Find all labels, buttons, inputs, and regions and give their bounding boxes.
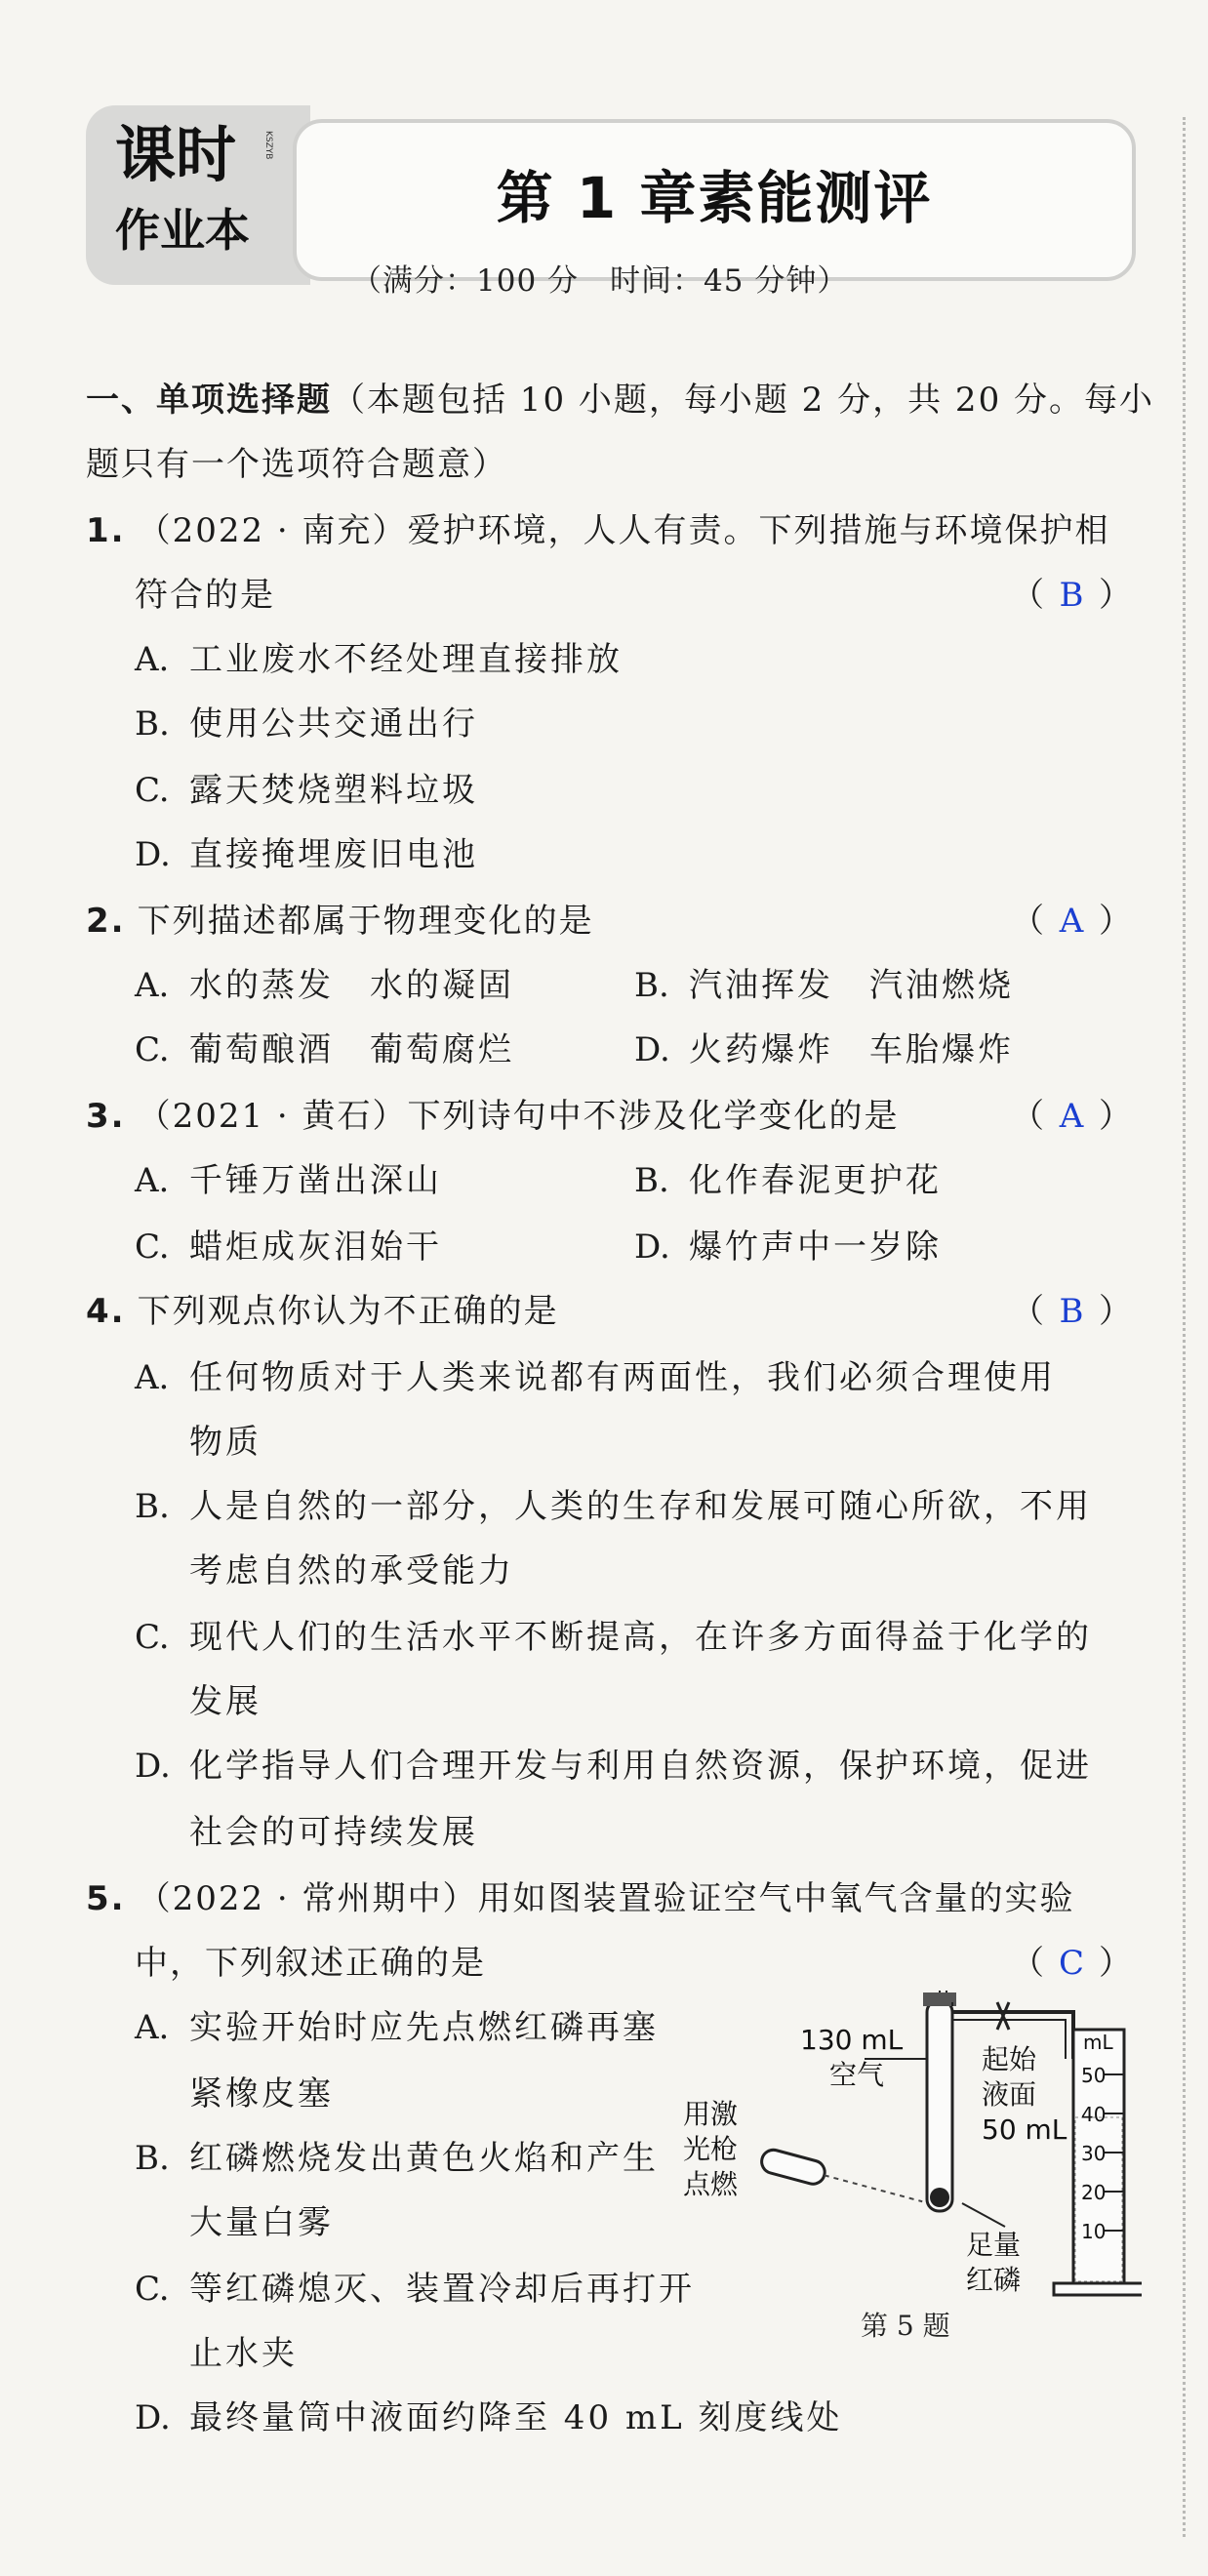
laser-gun [759,2148,925,2213]
phosphorus-label-1: 足量 [966,2229,1022,2261]
homework-badge [86,105,310,285]
margin-dotted-line [1183,117,1186,2537]
start-level-label-1: 起始 [982,2043,1037,2075]
option: A. 水的蒸发 水的凝固 [135,966,514,1005]
answer-letter: B [1059,1292,1084,1331]
score-time-info: （满分：100 分 时间：45 分钟） [351,263,849,299]
question-number: 5. [86,1879,126,1918]
section-desc-cont: 题只有一个选项符合题意） [86,445,507,484]
option: B. 红磷燃烧发出黄色火焰和产生 [135,2139,659,2178]
option: D. 火药爆炸 车胎爆炸 [634,1030,1014,1069]
tick-label: 40 [1081,2103,1107,2126]
page-title: 第 1 章素能测评 [496,165,933,231]
start-level-label-2: 液面 [982,2078,1037,2111]
apparatus-diagram [683,1991,1142,2303]
question-5 [86,1877,1075,1920]
option-cont: 社会的可持续发展 [189,1813,478,1852]
answer-2: （ A ） [1011,902,1132,941]
question-stem: 下列观点你认为不正确的是 [137,1292,559,1331]
option: C. 等红磷熄灭、装置冷却后再打开 [135,2270,695,2309]
option: B. 人是自然的一部分，人类的生存和发展可随心所欲，不用 [135,1487,1092,1526]
question-2 [86,900,594,943]
laser-label-2: 光枪 [683,2133,739,2165]
section-title: 一、单项选择题 [86,381,332,420]
air-volume-label: 130 mL [800,2024,904,2056]
laser-label-3: 点燃 [683,2168,739,2200]
answer-letter: A [1059,1097,1084,1136]
question-stem: （2022 · 常州期中）用如图装置验证空气中氧气含量的实验 [137,1879,1075,1918]
option: B. 汽油挥发 汽油燃烧 [634,966,1014,1005]
answer-3: （ A ） [1011,1097,1132,1136]
figure-caption: 第 5 题 [861,2310,950,2342]
tick-label: 10 [1081,2220,1107,2243]
question-stem: 下列描述都属于物理变化的是 [137,902,594,941]
option: B. 化作春泥更护花 [634,1161,942,1200]
water-clamp [997,2002,1009,2030]
answer-letter: A [1059,902,1084,941]
option: A. 工业废水不经处理直接排放 [135,640,623,679]
cylinder-unit: mL [1083,2031,1113,2054]
option: C. 葡萄酿酒 葡萄腐烂 [135,1030,514,1069]
section-desc: （本题包括 10 小题，每小题 2 分，共 20 分。每小 [332,381,1155,420]
option-cont: 紧橡皮塞 [189,2074,334,2113]
option: D. 直接掩埋废旧电池 [135,835,478,874]
question-4 [86,1290,559,1333]
section-heading [86,379,1154,422]
answer-letter: C [1058,1944,1084,1983]
option: C. 现代人们的生活水平不断提高，在许多方面得益于化学的 [135,1618,1092,1657]
rubber-stopper [923,1992,956,2006]
question-stem: （2021 · 黄石）下列诗句中不涉及化学变化的是 [137,1097,900,1136]
question-number: 1. [86,511,126,550]
badge-main-text: 课时 [115,119,237,190]
answer-4: （ B ） [1011,1292,1132,1331]
question-1-stem-cont: 符合的是 [135,576,275,615]
option: D. 最终量筒中液面约降至 40 mL 刻度线处 [135,2398,843,2437]
air-label: 空气 [829,2059,885,2091]
option: D. 化学指导人们合理开发与利用自然资源，保护环境，促进 [135,1747,1092,1786]
option: A. 任何物质对于人类来说都有两面性，我们必须合理使用 [135,1358,1056,1397]
option-cont: 考虑自然的承受能力 [189,1551,514,1590]
reaction-tube [927,2000,952,2211]
option-cont: 发展 [189,1682,262,1721]
laser-label-1: 用激 [683,2098,739,2130]
question-1 [86,509,1110,552]
phosphorus-label-2: 红磷 [966,2264,1022,2296]
question-stem: （2022 · 南充）爱护环境，人人有责。下列措施与环境保护相 [137,511,1110,550]
question-number: 3. [86,1097,126,1136]
question-3 [86,1095,900,1138]
start-volume-label: 50 mL [982,2113,1067,2146]
phosphorus-pointer [962,2203,1005,2227]
option: D. 爆竹声中一岁除 [634,1228,942,1267]
question-number: 2. [86,902,126,941]
option-cont: 大量白雾 [189,2203,334,2242]
option-cont: 止水夹 [189,2334,298,2373]
red-phosphorus [930,2188,949,2207]
answer-letter: B [1059,576,1084,615]
option: A. 实验开始时应先点燃红磷再塞 [135,2008,659,2047]
badge-sub-text: 作业本 [115,204,250,257]
answer-5: （ C ） [1011,1944,1132,1983]
tick-label: 20 [1081,2181,1107,2204]
question-5-stem-cont: 中，下列叙述正确的是 [135,1944,486,1983]
option: B. 使用公共交通出行 [135,704,478,744]
question-number: 4. [86,1292,126,1331]
cylinder-base [1054,2283,1142,2295]
option: C. 露天焚烧塑料垃圾 [135,771,478,810]
option-cont: 物质 [189,1423,262,1462]
tick-label: 30 [1081,2142,1107,2165]
option: A. 千锤万凿出深山 [135,1161,442,1200]
badge-small-text: KSZYB [263,131,273,160]
answer-1: （ B ） [1011,576,1132,615]
tick-label: 50 [1081,2064,1107,2087]
option: C. 蜡炬成灰泪始干 [135,1228,442,1267]
